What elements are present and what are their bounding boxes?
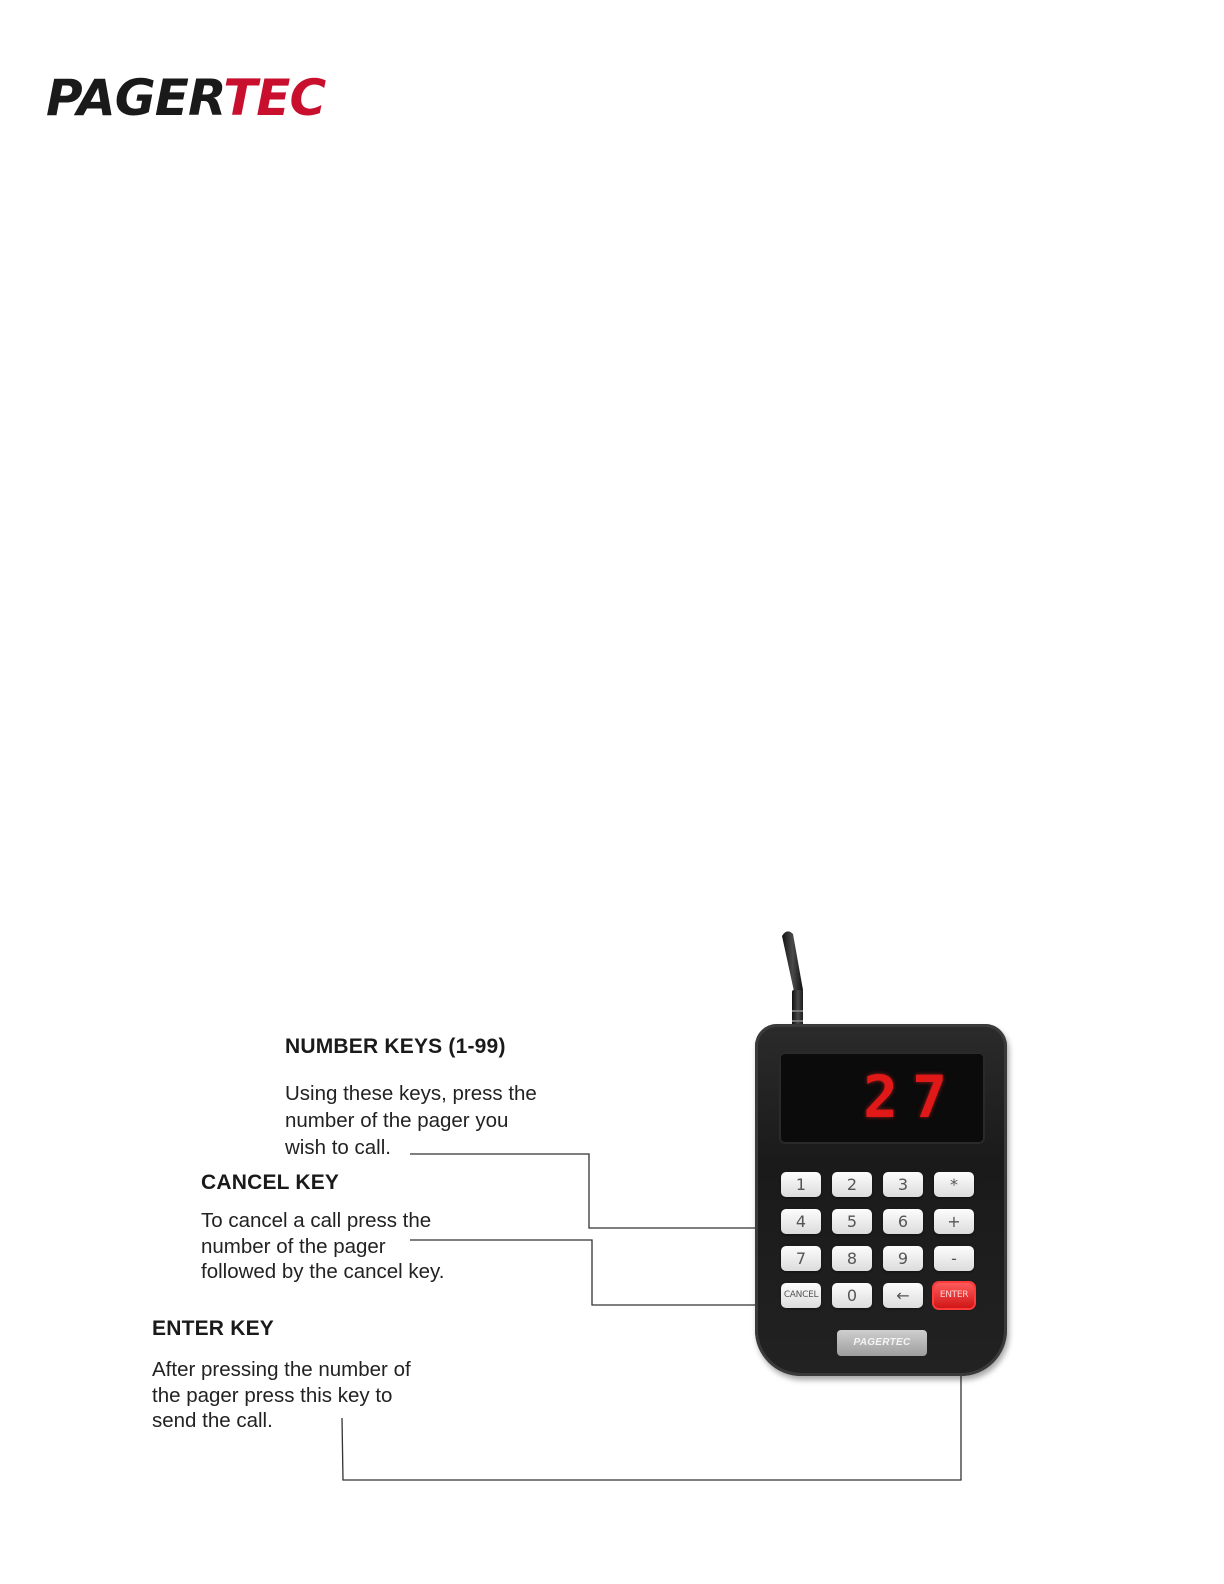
key-7[interactable]: 7 bbox=[781, 1246, 821, 1271]
keypad bbox=[781, 1172, 991, 1308]
key-4[interactable]: 4 bbox=[781, 1209, 821, 1234]
cancel-key[interactable]: CANCEL bbox=[781, 1283, 821, 1308]
backspace-key[interactable]: ← bbox=[883, 1283, 923, 1308]
key-9[interactable]: 9 bbox=[883, 1246, 923, 1271]
key-3[interactable]: 3 bbox=[883, 1172, 923, 1197]
number-keys-leader-line bbox=[410, 1154, 770, 1228]
cancel-key-leader-line bbox=[410, 1240, 782, 1305]
enter-key[interactable]: ENTER bbox=[934, 1283, 974, 1308]
key-1[interactable]: 1 bbox=[781, 1172, 821, 1197]
key-star[interactable]: * bbox=[934, 1172, 974, 1197]
key-6[interactable]: 6 bbox=[883, 1209, 923, 1234]
device-body bbox=[755, 1024, 1007, 1376]
enter-key-description: After pressing the number of the pager press this key to send the call. bbox=[152, 1358, 411, 1432]
led-display bbox=[779, 1052, 985, 1144]
logo-text-tec: TEC bbox=[223, 69, 326, 127]
pager-transmitter-device bbox=[755, 928, 1010, 1378]
key-5[interactable]: 5 bbox=[832, 1209, 872, 1234]
antenna bbox=[775, 928, 803, 1038]
cancel-key-heading: CANCEL KEY bbox=[201, 1171, 340, 1194]
number-keys-heading: NUMBER KEYS (1-99) bbox=[285, 1035, 506, 1058]
device-brand-plate: PAGERTEC bbox=[837, 1330, 927, 1356]
key-minus[interactable]: - bbox=[934, 1246, 974, 1271]
logo-text-pager: PAGER bbox=[46, 69, 224, 127]
key-8[interactable]: 8 bbox=[832, 1246, 872, 1271]
number-keys-description: Using these keys, press the number of the pager you wish to call. bbox=[285, 1082, 537, 1159]
key-plus[interactable]: + bbox=[934, 1209, 974, 1234]
key-0[interactable]: 0 bbox=[832, 1283, 872, 1308]
cancel-key-description: To cancel a call press the number of the pager followed by the cancel key. bbox=[201, 1209, 445, 1283]
enter-key-heading: ENTER KEY bbox=[152, 1317, 274, 1340]
display-number: 27 bbox=[863, 1063, 961, 1131]
key-2[interactable]: 2 bbox=[832, 1172, 872, 1197]
